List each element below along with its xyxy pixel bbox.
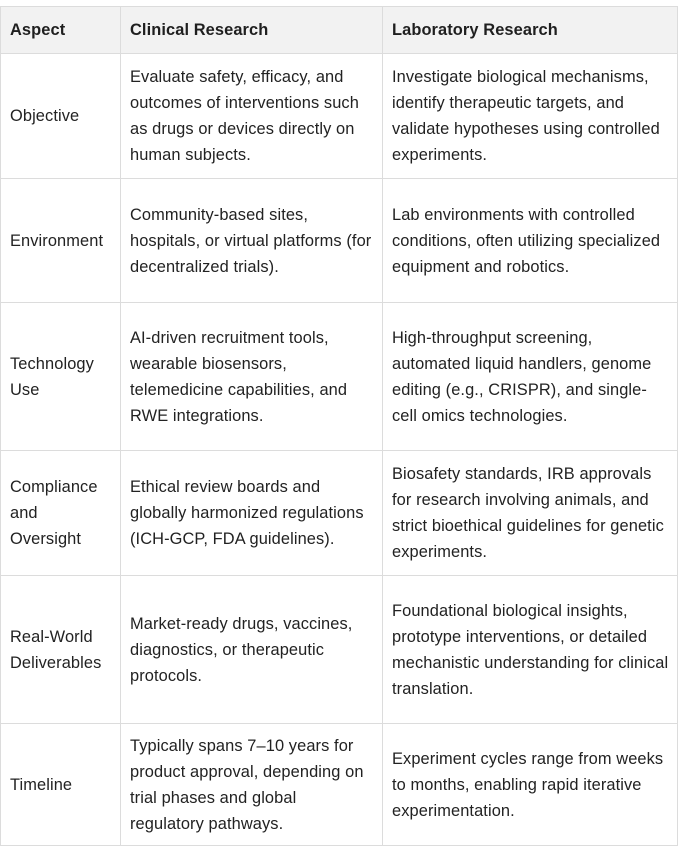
clinical-cell: AI-driven recruitment tools, wearable biosensors, telemedicine capabilities, and RWE integrations. (121, 303, 383, 451)
laboratory-cell: Experiment cycles range from weeks to months, enabling rapid iterative experimentation. (383, 724, 678, 846)
aspect-cell: Objective (1, 54, 121, 179)
aspect-cell: Environment (1, 179, 121, 303)
laboratory-cell: High-throughput screening, automated liquid handlers, genome editing (e.g., CRISPR), and single-cell omics technologies. (383, 303, 678, 451)
header-row (1, 7, 678, 54)
clinical-cell: Ethical review boards and globally harmonized regulations (ICH-GCP, FDA guidelines). (121, 451, 383, 576)
table-row (1, 179, 678, 303)
column-header-laboratory-research: Laboratory Research (383, 7, 678, 54)
laboratory-cell: Foundational biological insights, prototype interventions, or detailed mechanistic understanding for clinical translation. (383, 576, 678, 724)
table-row (1, 451, 678, 576)
aspect-cell: Real-World Deliverables (1, 576, 121, 724)
clinical-cell: Evaluate safety, efficacy, and outcomes of interventions such as drugs or devices directly on human subjects. (121, 54, 383, 179)
laboratory-cell: Investigate biological mechanisms, identify therapeutic targets, and validate hypotheses using controlled experiments. (383, 54, 678, 179)
table-row (1, 576, 678, 724)
table-row (1, 303, 678, 451)
clinical-cell: Market-ready drugs, vaccines, diagnostics, or therapeutic protocols. (121, 576, 383, 724)
column-header-clinical-research: Clinical Research (121, 7, 383, 54)
laboratory-cell: Lab environments with controlled conditions, often utilizing specialized equipment and robotics. (383, 179, 678, 303)
table-row (1, 724, 678, 846)
comparison-table (0, 6, 678, 846)
aspect-cell: Technology Use (1, 303, 121, 451)
table-row (1, 54, 678, 179)
column-header-aspect: Aspect (1, 7, 121, 54)
aspect-cell: Timeline (1, 724, 121, 846)
laboratory-cell: Biosafety standards, IRB approvals for research involving animals, and strict bioethical guidelines for genetic experiments. (383, 451, 678, 576)
clinical-cell: Community-based sites, hospitals, or virtual platforms (for decentralized trials). (121, 179, 383, 303)
aspect-cell: Compliance and Oversight (1, 451, 121, 576)
clinical-cell: Typically spans 7–10 years for product approval, depending on trial phases and global regulatory pathways. (121, 724, 383, 846)
